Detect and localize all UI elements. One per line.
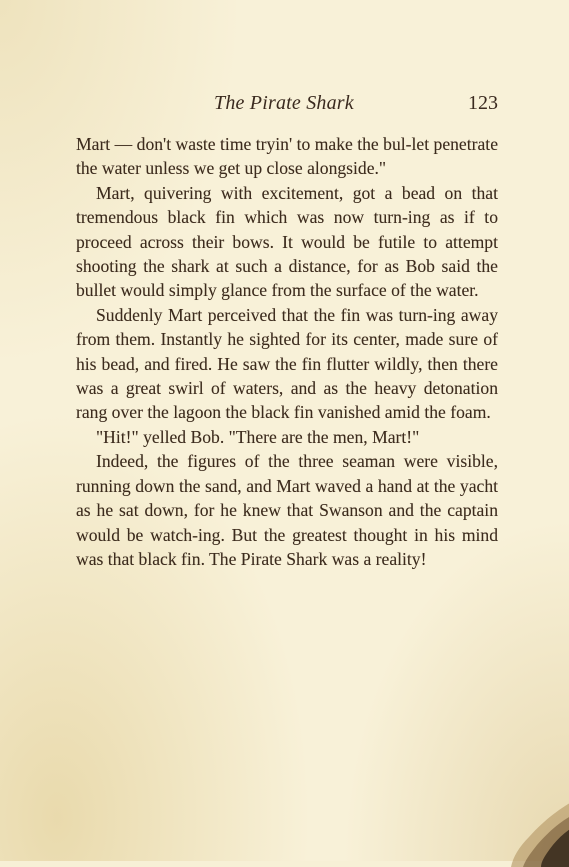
page-corner-stain [507,789,569,867]
paragraph: "Hit!" yelled Bob. "There are the men, Mart!" [96,426,420,447]
page-header [76,92,498,116]
running-title: The Pirate Shark [214,92,354,114]
paragraph: Suddenly Mart perceived that the fin was turn-ing away from them. Instantly he sighted for its center, made sure of his bead, and fired. He saw the fin flutter wildly, then there was a great swirl of waters, and as the heavy detonation rang over the lagoon the black fin vanished amid the foam. [76,304,498,423]
body-text [76,132,498,571]
paragraph: Mart, quivering with excitement, got a bead on that tremendous black fin which was now turn-ing as if to proceed across their bows. It would be futile to attempt shooting the shark at such a distance, for as Bob said the bullet would simply glance from the surface of the water. [76,182,498,301]
page-number: 123 [468,92,498,114]
paragraph: Mart — don't waste time tryin' to make the bul-let penetrate the water unless we get up close alongside." [76,134,498,179]
paragraph: Indeed, the figures of the three seaman were visible, running down the sand, and Mart waved a hand at the yacht as he sat down, for he knew that Swanson and the captain would be watch-ing. But the greatest thought in his mind was that black fin. The Pirate Shark was a reality! [76,451,498,569]
